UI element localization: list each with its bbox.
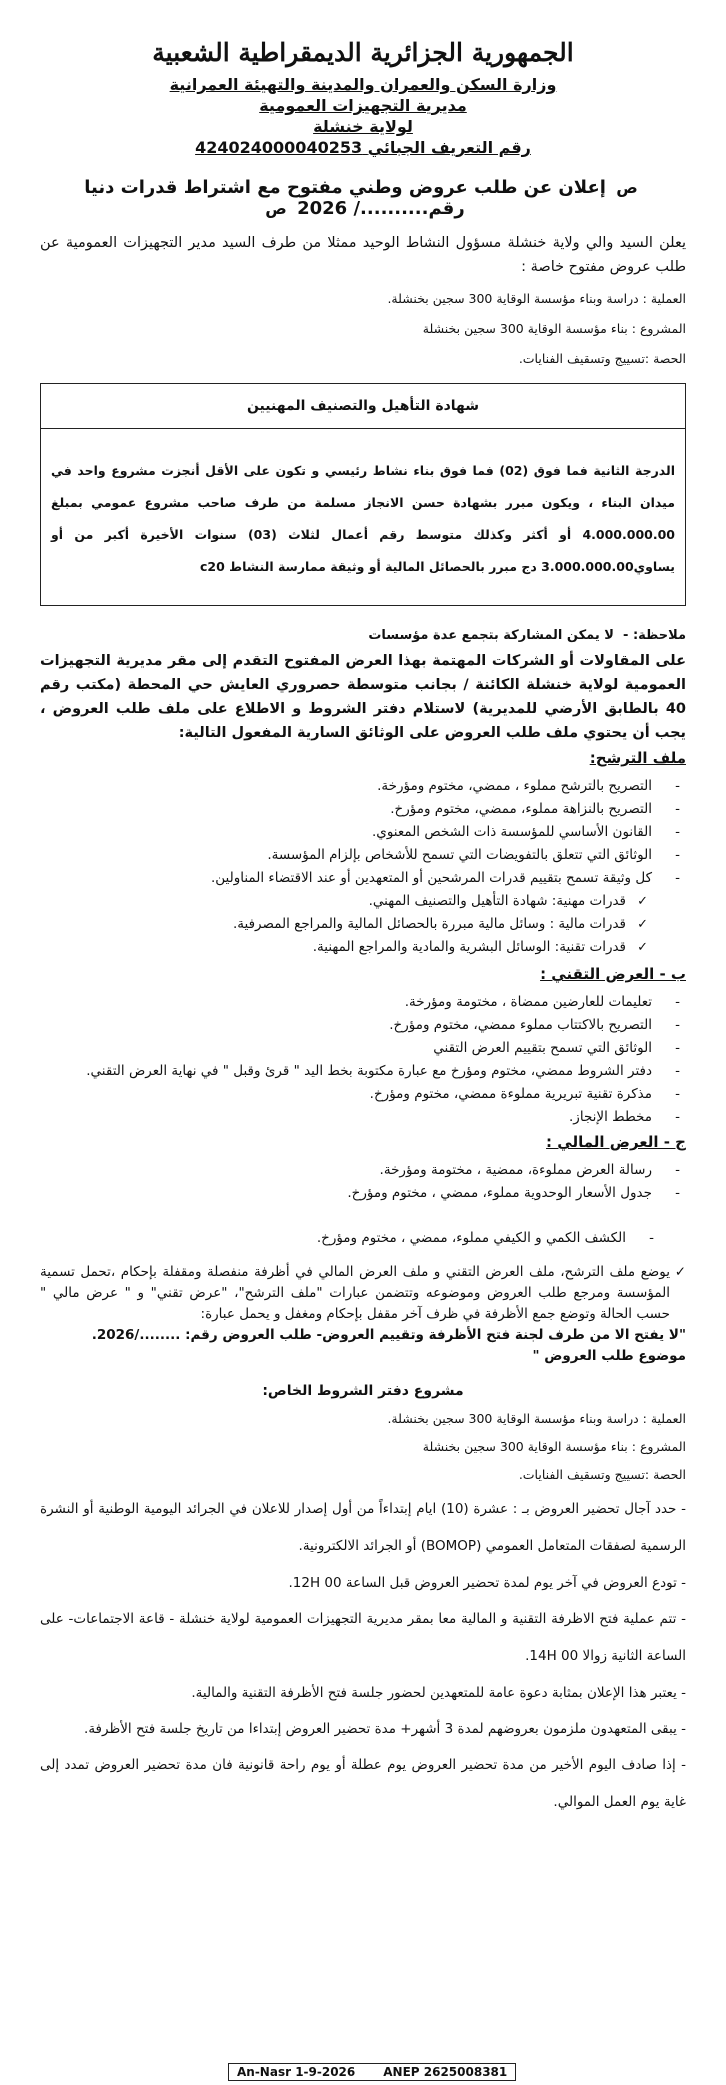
list-item: - دفتر الشروط ممضي، مختوم ومؤرخ مع عبارة مكتوبة بخط اليد " قرئ وقبل " في نهاية العرض التقني. xyxy=(40,1060,652,1083)
publication-footer xyxy=(228,2063,516,2081)
list-item: - القانون الأساسي للمؤسسة ذات الشخص المعنوي. xyxy=(40,821,652,844)
announcement-text: إعلان عن طلب عروض وطني مفتوح مع اشتراط قدرات دنيا رقم........../ 2026 xyxy=(84,177,606,219)
candidature-list xyxy=(40,775,686,890)
announcement-title xyxy=(40,177,686,219)
list-item: - التصريح بالترشح مملوء ، ممضي، مختوم ومؤرخة. xyxy=(40,775,652,798)
list-item: - كل وثيقة تسمح بتقييم قدرات المرشحين أو المتعهدين أو عند الاقتضاء المناولين. xyxy=(40,867,652,890)
list-item: - التصريح بالنزاهة مملوء، ممضي، مختوم ومؤرخ. xyxy=(40,798,652,821)
list-item: ✓ قدرات مهنية: شهادة التأهيل والتصنيف المهني. xyxy=(40,890,626,913)
envelope-quote: "لا يفتح الا من طرف لجنة فتح الأظرفة وتقييم العروض- طلب العروض رقم: ......../2026. موضوع طلب العروض " xyxy=(91,1327,686,1364)
list-item: - مخطط الإنجاز. xyxy=(40,1106,652,1129)
list-item: ✓ قدرات مالية : وسائل مالية مبررة بالحصائل المالية والمراجع المصرفية. xyxy=(40,913,626,936)
list-item: - تعليمات للعارضين ممضاة ، مختومة ومؤرخة. xyxy=(40,991,652,1014)
lot-line: الحصة :تسييج وتسقيف الفنايات. xyxy=(518,351,686,366)
ornament-left: ص xyxy=(265,199,287,218)
directorate-name: مديرية التجهيزات العمومية xyxy=(259,96,467,115)
condition-item: - يعتبر هذا الإعلان بمثابة دعوة عامة للمتعهدين لحضور جلسة فتح الأظرفة التقنية والمالية. xyxy=(191,1685,686,1701)
condition-item: - حدد آجال تحضير العروض بـ : عشرة (10) ايام إبتداءاً من أول إصدار للاعلان في الجرائد اليومية الوطنية أو النشرة الرسمية لصفقات المتعامل العمومي (BOMOP) أو الجرائد الالكترونية. xyxy=(40,1501,686,1554)
publication-ref: An-Nasr 1-9-2026 xyxy=(237,2065,356,2079)
technical-list xyxy=(40,991,686,1129)
ornament-right: ص xyxy=(616,178,638,197)
note: ملاحظة: - لا يمكن المشاركة بتجمع عدة مؤسسات xyxy=(368,628,686,643)
ministry-name: وزارة السكن والعمران والمدينة والتهيئة العمرانية xyxy=(169,75,557,94)
specs-project: المشروع : بناء مؤسسة الوقاية 300 سجين بخنشلة xyxy=(422,1439,686,1454)
financial-extra-list xyxy=(40,1227,686,1250)
list-item: ✓ قدرات تقنية: الوسائل البشرية والمادية والمراجع المهنية. xyxy=(40,936,626,959)
intro-paragraph: يعلن السيد والي ولاية خنشلة مسؤول النشاط الوحيد ممثلا من طرف السيد مدير التجهيزات العمومية عن طلب عروض مفتوح خاصة : xyxy=(40,235,686,275)
list-item: - الكشف الكمي و الكيفي مملوء، ممضي ، مختوم ومؤرخ. xyxy=(40,1227,626,1250)
envelope-paragraph xyxy=(40,1262,686,1325)
project-line: المشروع : بناء مؤسسة الوقاية 300 سجين بخنشلة xyxy=(422,321,686,336)
capacities-list xyxy=(40,890,686,959)
list-item: - رسالة العرض مملوءة، ممضية ، مختومة ومؤرخة. xyxy=(40,1159,652,1182)
specs-lot: الحصة :تسييج وتسقيف الفنايات. xyxy=(518,1467,686,1482)
note-label: ملاحظة: xyxy=(632,628,686,643)
header xyxy=(40,38,686,157)
condition-item: - تتم عملية فتح الاظرفة التقنية و المالية معا بمقر مديرية التجهيزات العمومية لولاية خنشلة - قاعة الاجتماعات- على الساعة الثانية زوالا 14H 00. xyxy=(40,1611,686,1664)
condition-item: - يبقى المتعهدون ملزمون بعروضهم لمدة 3 أشهر+ مدة تحضير العروض إبتداءا من تاريخ جلسة فتح الأظرفة. xyxy=(84,1721,686,1737)
conditions-list xyxy=(40,1491,686,1821)
list-item: - الوثائق التي تتعلق بالتفويضات التي تسمح للأشخاص بإلزام المؤسسة. xyxy=(40,844,652,867)
list-item: - مذكرة تقنية تبريرية مملوءة ممضي، مختوم ومؤرخ. xyxy=(40,1083,652,1106)
tax-id xyxy=(40,138,686,157)
qualification-box-body: الدرجة الثانية فما فوق (02) فما فوق بناء نشاط رئيسي و تكون على الأقل أنجزت مشروع واحد في ميدان البناء ، ويكون مبرر بشهادة حسن الانجاز مسلمة من طرف صاحب مشروع عمومي بمبلغ 4.000.000.00 أو أكثر وكذلك متوسط رقم أعمال لثلاث (03) سنوات الأخيرة أكبر من أو يساوي3.000.000.00 دج مبرر بالحصائل المالية أو وثيقة ممارسة النشاط c20 xyxy=(51,463,676,574)
envelope-text: يوضع ملف الترشح، ملف العرض التقني و ملف العرض المالي في أظرفة منفصلة ومقفلة بإحكام ،تحمل تسمية المؤسسة ومرجع طلب العروض وموضوعه وتتضمن عبارات "ملف الترشح"، "عرض تقني" و " عرض مالي " حسب الحالة وتوضع جمع الأظرفة في ظرف آخر مقفل بإحكام ومغفل و يحمل عبارة: xyxy=(40,1264,670,1322)
list-item: - الوثائق التي تسمح بتقييم العرض التقني xyxy=(40,1037,652,1060)
operation-line: العملية : دراسة وبناء مؤسسة الوقاية 300 سجين بخنشلة. xyxy=(387,291,686,306)
list-item: - جدول الأسعار الوحدوية مملوء، ممضي ، مختوم ومؤرخ. xyxy=(40,1182,652,1205)
financial-heading: ج - العرض المالي : xyxy=(546,1133,686,1151)
specs-operation: العملية : دراسة وبناء مؤسسة الوقاية 300 سجين بخنشلة. xyxy=(387,1411,686,1426)
condition-item: - إذا صادف اليوم الأخير من مدة تحضير العروض يوم عطلة أو يوم راحة قانونية فان مدة تحضير العروض تمدد إلى غاية يوم العمل الموالي. xyxy=(40,1757,686,1810)
financial-list xyxy=(40,1159,686,1205)
qualification-box xyxy=(40,383,686,606)
wilaya-name: لولاية خنشلة xyxy=(313,117,413,136)
candidature-heading: ملف الترشح: xyxy=(589,749,686,767)
tax-id-label: رقم التعريف الجبائي xyxy=(367,138,531,157)
condition-item: - تودع العروض في آخر يوم لمدة تحضير العروض قبل الساعة 12H 00. xyxy=(288,1575,686,1591)
specs-title: مشروع دفتر الشروط الخاص: xyxy=(262,1383,464,1399)
note-text: لا يمكن المشاركة بتجمع عدة مؤسسات xyxy=(368,628,614,643)
tax-id-number: 424024000040253 xyxy=(195,138,363,157)
technical-heading: ب - العرض التقني : xyxy=(540,965,686,983)
list-item: - التصريح بالاكتتاب مملوء ممضي، مختوم ومؤرخ. xyxy=(40,1014,652,1037)
republic-title: الجمهورية الجزائرية الديمقراطية الشعبية xyxy=(152,38,574,67)
invitation-paragraph: على المقاولات أو الشركات المهتمة بهذا العرض المفتوح التقدم إلى مقر مديرية التجهيزات العمومية لولاية خنشلة الكائنة / بجانب متوسطة حصروري العايش حي المحطة (مكتب رقم 40 بالطابق الأرضي للمديرية) لاستلام دفتر الشروط و الاطلاع على ملف طلب العروض ، يجب أن يحتوي ملف طلب العروض على الوثائق السارية المفعول التالية: xyxy=(40,653,686,741)
check-icon: ✓ xyxy=(674,1264,686,1280)
anep-ref: ANEP 2625008381 xyxy=(383,2065,508,2079)
qualification-box-title: شهادة التأهيل والتصنيف المهنيين xyxy=(41,384,685,429)
